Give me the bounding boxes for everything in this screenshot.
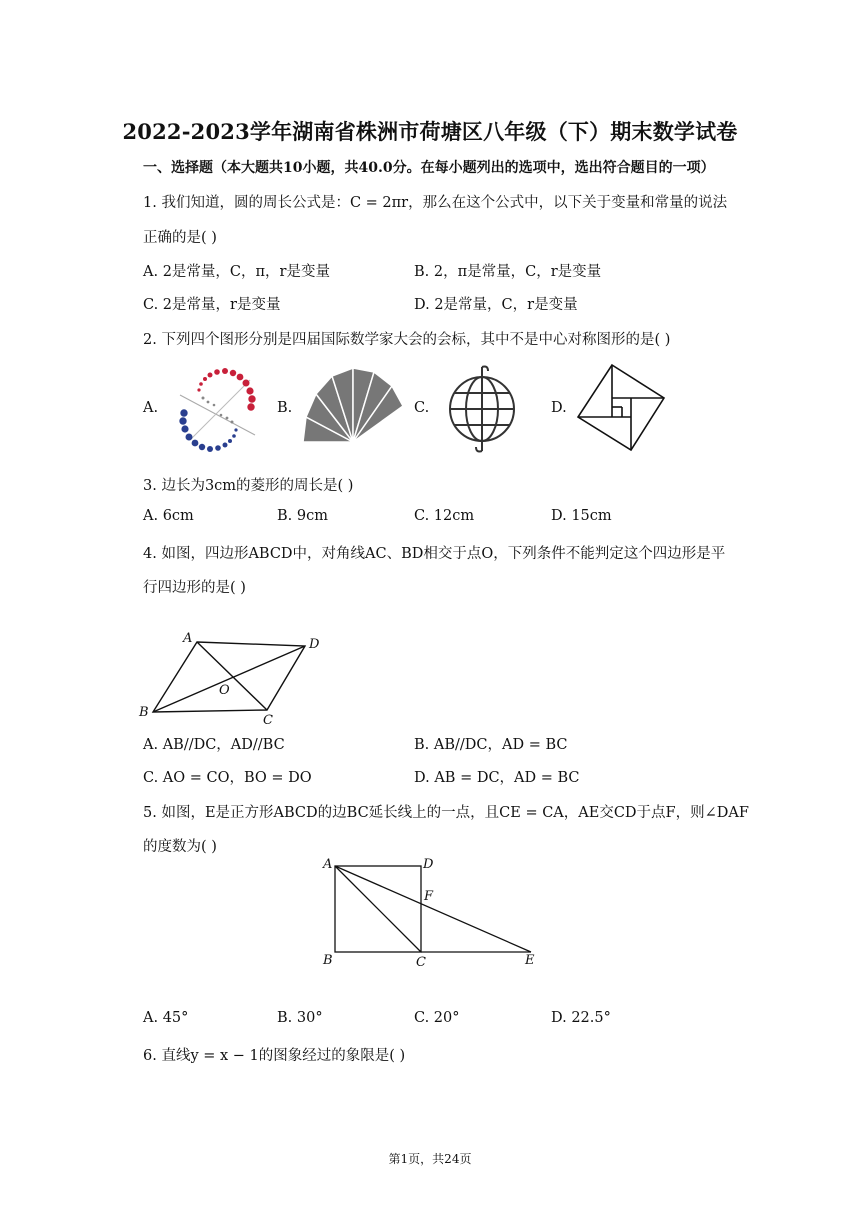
q1-option-b: B. 2，π是常量，C，r是变量	[414, 264, 602, 280]
q3-option-b: B. 9cm	[277, 508, 328, 524]
q2-stem: 2. 下列四个图形分别是四届国际数学家大会的会标，其中不是中心对称图形的是( )	[143, 332, 671, 348]
segment-ae	[335, 866, 531, 952]
q3-option-d: D. 15cm	[551, 508, 612, 524]
diagonal-bd	[153, 646, 305, 712]
label-c: C	[416, 955, 426, 970]
q3-stem: 3. 边长为3cm的菱形的周长是( )	[143, 478, 354, 494]
q1-option-a: A. 2是常量，C，π，r是变量	[143, 264, 330, 280]
q5-option-c: C. 20°	[414, 1010, 460, 1026]
q5-stem-line2: 的度数为( )	[143, 839, 217, 855]
label-b: B	[323, 953, 333, 968]
label-d: D	[309, 637, 320, 652]
q1-option-c: C. 2是常量，r是变量	[143, 297, 281, 313]
q1-stem-line2: 正确的是( )	[143, 230, 217, 246]
q2-option-b-label: B.	[277, 400, 293, 416]
q3-option-a: A. 6cm	[143, 508, 194, 524]
label-a: A	[323, 857, 333, 872]
q1-stem-line1: 1. 我们知道，圆的周长公式是：C = 2πr，那么在这个公式中，以下关于变量和常量的说法	[143, 195, 728, 211]
label-b: B	[139, 705, 149, 720]
q5-square-figure	[318, 852, 548, 970]
label-d: D	[423, 857, 434, 872]
q2-option-c-label: C.	[414, 400, 430, 416]
q2-option-d-label: D.	[551, 400, 567, 416]
label-e: E	[525, 953, 535, 968]
diagonal-ac	[197, 642, 267, 710]
q4-option-c: C. AO = CO，BO = DO	[143, 770, 312, 786]
q1-option-d: D. 2是常量，C，r是变量	[414, 297, 578, 313]
q4-option-d: D. AB = DC，AD = BC	[414, 770, 580, 786]
q5-option-b: B. 30°	[277, 1010, 323, 1026]
logo-b-fan-image	[298, 362, 408, 447]
q3-option-c: C. 12cm	[414, 508, 475, 524]
q4-option-a: A. AB//DC，AD//BC	[143, 737, 285, 753]
q5-stem-line1: 5. 如图，E是正方形ABCD的边BC延长线上的一点，且CE = CA，AE交CD于点F，则∠DAF	[143, 805, 749, 821]
logo-c-globe-image	[440, 363, 524, 455]
label-o: O	[219, 683, 230, 698]
label-a: A	[183, 631, 193, 646]
logo-a-swirl-image	[170, 365, 265, 455]
logo-d-square-image	[575, 362, 667, 454]
label-c: C	[263, 713, 273, 728]
section-heading: 一、选择题（本大题共10小题，共40.0分。在每小题列出的选项中，选出符合题目的一项）	[143, 160, 715, 176]
q4-parallelogram-figure	[135, 628, 335, 728]
q6-stem: 6. 直线y = x − 1的图象经过的象限是( )	[143, 1048, 406, 1064]
q5-option-d: D. 22.5°	[551, 1010, 611, 1026]
q4-option-b: B. AB//DC，AD = BC	[414, 737, 568, 753]
page-title: 2022-2023学年湖南省株洲市荷塘区八年级（下）期末数学试卷	[122, 119, 738, 144]
label-f: F	[424, 889, 434, 904]
page-footer: 第1页，共24页	[388, 1152, 472, 1166]
q4-stem-line2: 行四边形的是( )	[143, 580, 246, 596]
q2-option-a-label: A.	[143, 400, 159, 416]
diagonal-ac	[335, 866, 421, 952]
q5-option-a: A. 45°	[143, 1010, 189, 1026]
q4-stem-line1: 4. 如图，四边形ABCD中，对角线AC、BD相交于点O，下列条件不能判定这个四边形是平	[143, 546, 726, 562]
